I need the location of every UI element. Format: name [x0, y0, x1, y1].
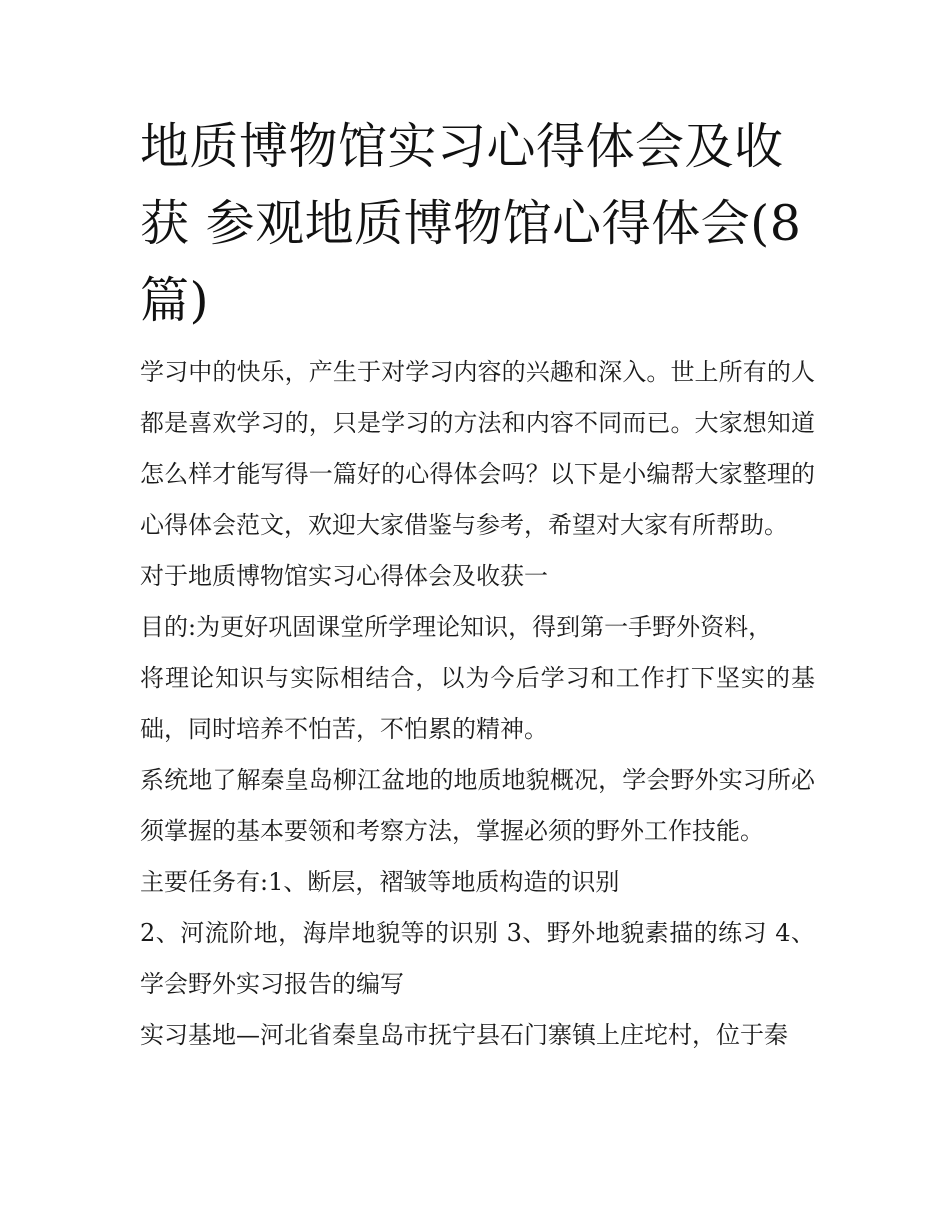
paragraph-task-list: 2、河流阶地，海岸地貌等的识别 3、野外地貌素描的练习 4、学会野外实习报告的编写 — [140, 919, 815, 998]
paragraph-main-tasks: 主要任务有:1、断层，褶皱等地质构造的识别 — [140, 868, 620, 896]
paragraph-base-location: 实习基地—河北省秦皇岛市抚宁县石门寨镇上庄坨村，位于秦 — [140, 1021, 788, 1049]
paragraph-intro: 学习中的快乐，产生于对学习内容的兴趣和深入。世上所有的人都是喜欢学习的，只是学习的方法和内容不同而已。大家想知道怎么样才能写得一篇好的心得体会吗？以下是小编帮大家整理的心得体会范文，欢迎大家借鉴与参考，希望对大家有所帮助。 — [140, 358, 815, 539]
paragraph-section-heading: 对于地质博物馆实习心得体会及收获一 — [140, 562, 548, 590]
paragraph-purpose: 目的:为更好巩固课堂所学理论知识，得到第一手野外资料， — [140, 613, 773, 641]
document-body — [140, 347, 815, 1061]
paragraph-purpose-continued: 将理论知识与实际相结合，以为今后学习和工作打下坚实的基础，同时培养不怕苦，不怕累的精神。 — [140, 664, 815, 743]
paragraph-overview: 系统地了解秦皇岛柳江盆地的地质地貌概况，学会野外实习所必须掌握的基本要领和考察方法，掌握必须的野外工作技能。 — [140, 766, 815, 845]
document-title: 地质博物馆实习心得体会及收获 参观地质博物馆心得体会(8篇) — [140, 118, 802, 329]
document-content — [140, 108, 815, 1061]
